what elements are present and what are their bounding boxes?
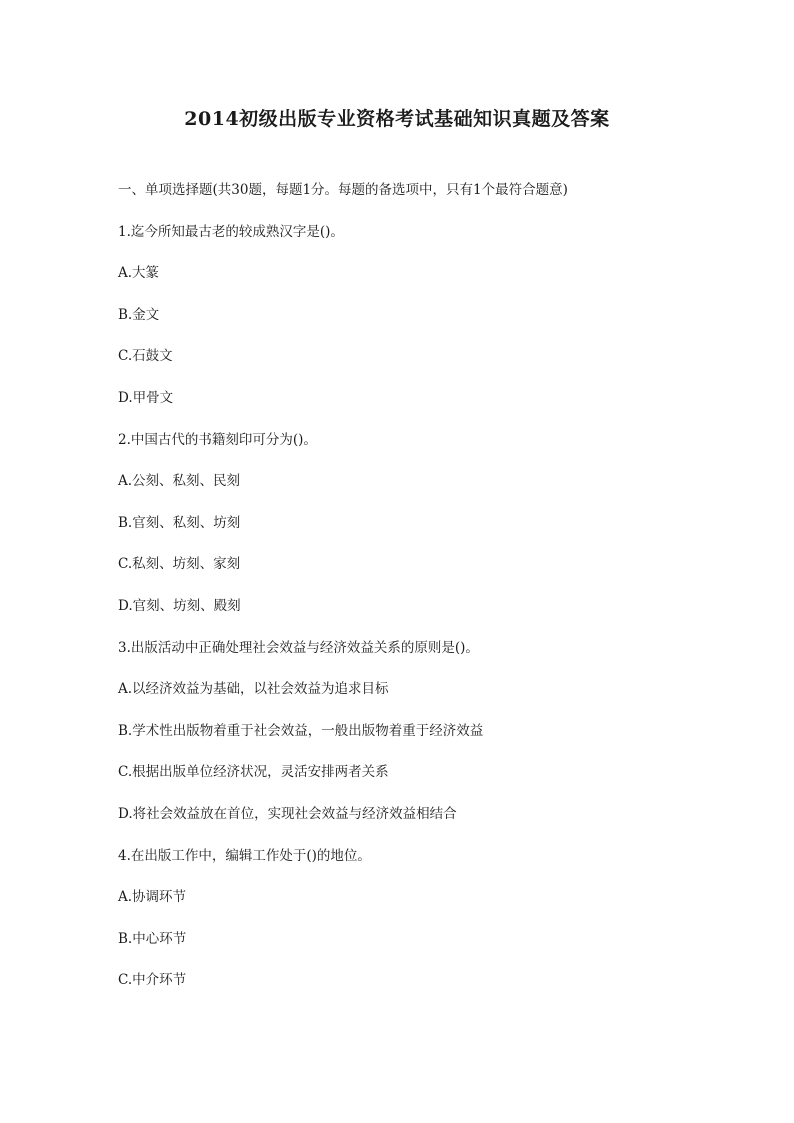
- answer-option: B.金文: [118, 306, 160, 323]
- answer-option: B.学术性出版物着重于社会效益，一般出版物着重于经济效益: [118, 722, 484, 739]
- answer-option: D.将社会效益放在首位，实现社会效益与经济效益相结合: [118, 805, 457, 822]
- question-stem: 4.在出版工作中，编辑工作处于()的地位。: [118, 847, 371, 864]
- answer-option: A.大篆: [118, 265, 160, 282]
- answer-option: D.官刻、坊刻、殿刻: [118, 597, 241, 614]
- document-title: 2014初级出版专业资格考试基础知识真题及答案: [184, 108, 610, 130]
- question-stem: 3.出版活动中正确处理社会效益与经济效益关系的原则是()。: [118, 639, 479, 656]
- answer-option: C.私刻、坊刻、家刻: [118, 556, 241, 573]
- section-heading: 一、单项选择题(共30题，每题1分。每题的备选项中，只有1个最符合题意): [118, 182, 568, 198]
- answer-option: C.石鼓文: [118, 348, 173, 365]
- answer-option: D.甲骨文: [118, 389, 174, 406]
- answer-option: A.以经济效益为基础，以社会效益为追求目标: [118, 681, 389, 698]
- answer-option: A.公刻、私刻、民刻: [118, 473, 241, 490]
- answer-option: B.中心环节: [118, 930, 187, 947]
- answer-option: B.官刻、私刻、坊刻: [118, 514, 241, 531]
- answer-option: C.中介环节: [118, 972, 187, 989]
- document-body: [118, 179, 718, 1011]
- question-stem: 2.中国古代的书籍刻印可分为()。: [118, 431, 317, 448]
- answer-option: C.根据出版单位经济状况，灵活安排两者关系: [118, 764, 389, 781]
- question-stem: 1.迄今所知最古老的较成熟汉字是()。: [118, 223, 344, 240]
- answer-option: A.协调环节: [118, 889, 187, 906]
